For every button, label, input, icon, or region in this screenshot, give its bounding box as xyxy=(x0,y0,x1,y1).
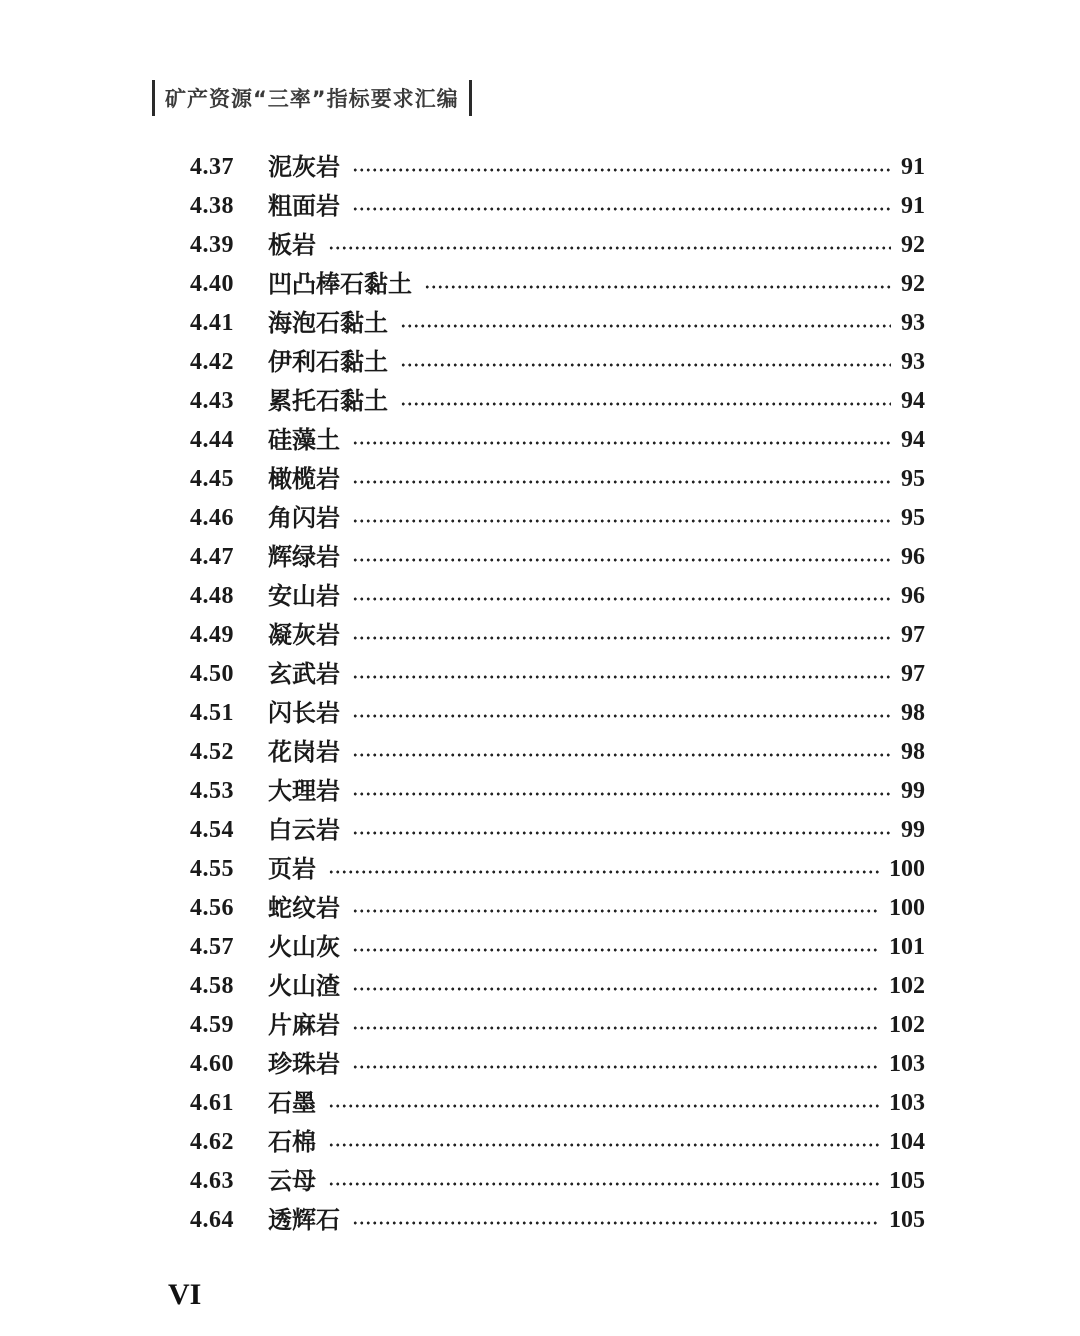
toc-entry-title: 石墨 xyxy=(268,1089,316,1117)
toc-entry-title: 石棉 xyxy=(268,1128,316,1156)
toc-entry-page: 105 xyxy=(889,1207,925,1233)
toc-entry-title: 云母 xyxy=(268,1167,316,1195)
toc-dot-leader xyxy=(328,1143,879,1147)
toc-entry-page: 100 xyxy=(889,895,925,921)
toc-dot-leader xyxy=(400,363,891,367)
toc-dot-leader xyxy=(352,753,891,757)
toc-entry-page: 99 xyxy=(901,778,925,804)
header-title: 矿产资源“三率”指标要求汇编 xyxy=(165,87,459,111)
toc-entry-title: 透辉石 xyxy=(268,1206,340,1234)
toc-dot-leader xyxy=(352,792,891,796)
toc-dot-leader xyxy=(352,168,891,172)
toc-entry-number: 4.45 xyxy=(190,466,234,492)
toc-entry-page: 98 xyxy=(901,700,925,726)
toc-entry-page: 95 xyxy=(901,466,925,492)
toc-dot-leader xyxy=(352,636,891,640)
toc-entry-title: 安山岩 xyxy=(268,582,340,610)
toc-entry-page: 93 xyxy=(901,349,925,375)
toc-dot-leader xyxy=(328,246,891,250)
toc-entry-title: 泥灰岩 xyxy=(268,153,340,181)
toc-entry-number: 4.49 xyxy=(190,622,234,648)
toc-entry-number: 4.53 xyxy=(190,778,234,804)
toc-entry-page: 103 xyxy=(889,1051,925,1077)
toc-entry-number: 4.52 xyxy=(190,739,234,765)
toc-entry-page: 104 xyxy=(889,1129,925,1155)
toc-entry[interactable] xyxy=(190,226,925,265)
toc-entry[interactable] xyxy=(190,616,925,655)
toc-entry-number: 4.56 xyxy=(190,895,234,921)
toc-entry-title: 火山渣 xyxy=(268,972,340,1000)
toc-entry[interactable] xyxy=(190,1045,925,1084)
toc-entry[interactable] xyxy=(190,421,925,460)
toc-dot-leader xyxy=(352,1026,879,1030)
page-number: VI xyxy=(168,1278,202,1311)
toc-dot-leader xyxy=(328,870,879,874)
toc-dot-leader xyxy=(352,987,879,991)
toc-entry-page: 94 xyxy=(901,427,925,453)
toc-entry-number: 4.47 xyxy=(190,544,234,570)
toc-entry-title: 蛇纹岩 xyxy=(268,894,340,922)
table-of-contents xyxy=(190,148,925,1240)
toc-dot-leader xyxy=(352,831,891,835)
toc-dot-leader xyxy=(352,558,891,562)
toc-dot-leader xyxy=(352,675,891,679)
toc-entry-number: 4.42 xyxy=(190,349,234,375)
toc-entry-number: 4.50 xyxy=(190,661,234,687)
toc-entry-number: 4.61 xyxy=(190,1090,234,1116)
toc-entry-title: 花岗岩 xyxy=(268,738,340,766)
toc-dot-leader xyxy=(424,285,891,289)
toc-entry-page: 102 xyxy=(889,973,925,999)
toc-dot-leader xyxy=(400,324,891,328)
toc-entry-title: 辉绿岩 xyxy=(268,543,340,571)
toc-entry-page: 92 xyxy=(901,271,925,297)
toc-entry-title: 累托石黏土 xyxy=(268,387,388,415)
toc-entry-number: 4.55 xyxy=(190,856,234,882)
toc-entry-number: 4.43 xyxy=(190,388,234,414)
toc-entry[interactable] xyxy=(190,733,925,772)
toc-dot-leader xyxy=(328,1182,879,1186)
toc-entry[interactable] xyxy=(190,655,925,694)
toc-entry-number: 4.46 xyxy=(190,505,234,531)
toc-entry-title: 大理岩 xyxy=(268,777,340,805)
toc-entry-title: 闪长岩 xyxy=(268,699,340,727)
toc-entry-number: 4.39 xyxy=(190,232,234,258)
toc-entry[interactable] xyxy=(190,1006,925,1045)
toc-entry-page: 95 xyxy=(901,505,925,531)
toc-entry[interactable] xyxy=(190,304,925,343)
toc-dot-leader xyxy=(352,714,891,718)
toc-entry-page: 96 xyxy=(901,544,925,570)
toc-entry-title: 白云岩 xyxy=(268,816,340,844)
toc-entry-number: 4.58 xyxy=(190,973,234,999)
toc-entry-number: 4.62 xyxy=(190,1129,234,1155)
toc-entry-page: 96 xyxy=(901,583,925,609)
toc-entry-number: 4.51 xyxy=(190,700,234,726)
toc-dot-leader xyxy=(352,909,879,913)
toc-entry[interactable] xyxy=(190,772,925,811)
toc-entry-number: 4.63 xyxy=(190,1168,234,1194)
toc-dot-leader xyxy=(352,597,891,601)
toc-entry[interactable] xyxy=(190,499,925,538)
toc-entry[interactable] xyxy=(190,187,925,226)
toc-dot-leader xyxy=(352,207,891,211)
toc-entry-page: 105 xyxy=(889,1168,925,1194)
toc-entry-page: 99 xyxy=(901,817,925,843)
toc-entry[interactable] xyxy=(190,967,925,1006)
toc-dot-leader xyxy=(352,519,891,523)
toc-entry-page: 100 xyxy=(889,856,925,882)
toc-entry-title: 板岩 xyxy=(268,231,316,259)
toc-dot-leader xyxy=(352,480,891,484)
toc-entry-number: 4.54 xyxy=(190,817,234,843)
toc-entry-number: 4.48 xyxy=(190,583,234,609)
toc-entry-number: 4.41 xyxy=(190,310,234,336)
toc-entry[interactable] xyxy=(190,148,925,187)
toc-entry-number: 4.38 xyxy=(190,193,234,219)
toc-entry[interactable] xyxy=(190,382,925,421)
toc-entry-page: 98 xyxy=(901,739,925,765)
toc-entry[interactable] xyxy=(190,928,925,967)
toc-dot-leader xyxy=(400,402,891,406)
toc-entry[interactable] xyxy=(190,889,925,928)
toc-entry-number: 4.59 xyxy=(190,1012,234,1038)
toc-entry-page: 94 xyxy=(901,388,925,414)
toc-entry-title: 伊利石黏土 xyxy=(268,348,388,376)
toc-entry-title: 珍珠岩 xyxy=(268,1050,340,1078)
toc-entry[interactable] xyxy=(190,577,925,616)
toc-entry-page: 91 xyxy=(901,154,925,180)
toc-entry-page: 97 xyxy=(901,661,925,687)
toc-entry-number: 4.57 xyxy=(190,934,234,960)
toc-dot-leader xyxy=(352,1065,879,1069)
toc-entry-title: 角闪岩 xyxy=(268,504,340,532)
toc-entry[interactable] xyxy=(190,460,925,499)
toc-dot-leader xyxy=(352,1221,879,1225)
toc-dot-leader xyxy=(328,1104,879,1108)
toc-entry-title: 粗面岩 xyxy=(268,192,340,220)
toc-entry-title: 海泡石黏土 xyxy=(268,309,388,337)
toc-entry-page: 93 xyxy=(901,310,925,336)
toc-entry-page: 91 xyxy=(901,193,925,219)
toc-entry[interactable] xyxy=(190,538,925,577)
toc-entry[interactable] xyxy=(190,1084,925,1123)
toc-entry-number: 4.37 xyxy=(190,154,234,180)
toc-entry-title: 凹凸棒石黏土 xyxy=(268,270,412,298)
toc-entry[interactable] xyxy=(190,694,925,733)
toc-entry-title: 片麻岩 xyxy=(268,1011,340,1039)
toc-entry-title: 页岩 xyxy=(268,855,316,883)
toc-dot-leader xyxy=(352,441,891,445)
toc-entry[interactable] xyxy=(190,1123,925,1162)
header-right-rule xyxy=(469,80,472,116)
toc-entry[interactable] xyxy=(190,850,925,889)
toc-entry[interactable] xyxy=(190,811,925,850)
toc-entry-page: 92 xyxy=(901,232,925,258)
toc-entry[interactable] xyxy=(190,1162,925,1201)
toc-entry[interactable] xyxy=(190,343,925,382)
running-header xyxy=(152,78,472,118)
toc-entry-number: 4.60 xyxy=(190,1051,234,1077)
toc-entry-title: 橄榄岩 xyxy=(268,465,340,493)
toc-entry-page: 101 xyxy=(889,934,925,960)
toc-entry-number: 4.40 xyxy=(190,271,234,297)
toc-entry-title: 凝灰岩 xyxy=(268,621,340,649)
toc-entry-page: 103 xyxy=(889,1090,925,1116)
toc-entry-number: 4.44 xyxy=(190,427,234,453)
toc-entry-title: 火山灰 xyxy=(268,933,340,961)
toc-entry[interactable] xyxy=(190,1201,925,1240)
toc-entry[interactable] xyxy=(190,265,925,304)
toc-dot-leader xyxy=(352,948,879,952)
toc-entry-page: 97 xyxy=(901,622,925,648)
toc-entry-page: 102 xyxy=(889,1012,925,1038)
toc-entry-number: 4.64 xyxy=(190,1207,234,1233)
toc-entry-title: 硅藻土 xyxy=(268,426,340,454)
toc-entry-title: 玄武岩 xyxy=(268,660,340,688)
